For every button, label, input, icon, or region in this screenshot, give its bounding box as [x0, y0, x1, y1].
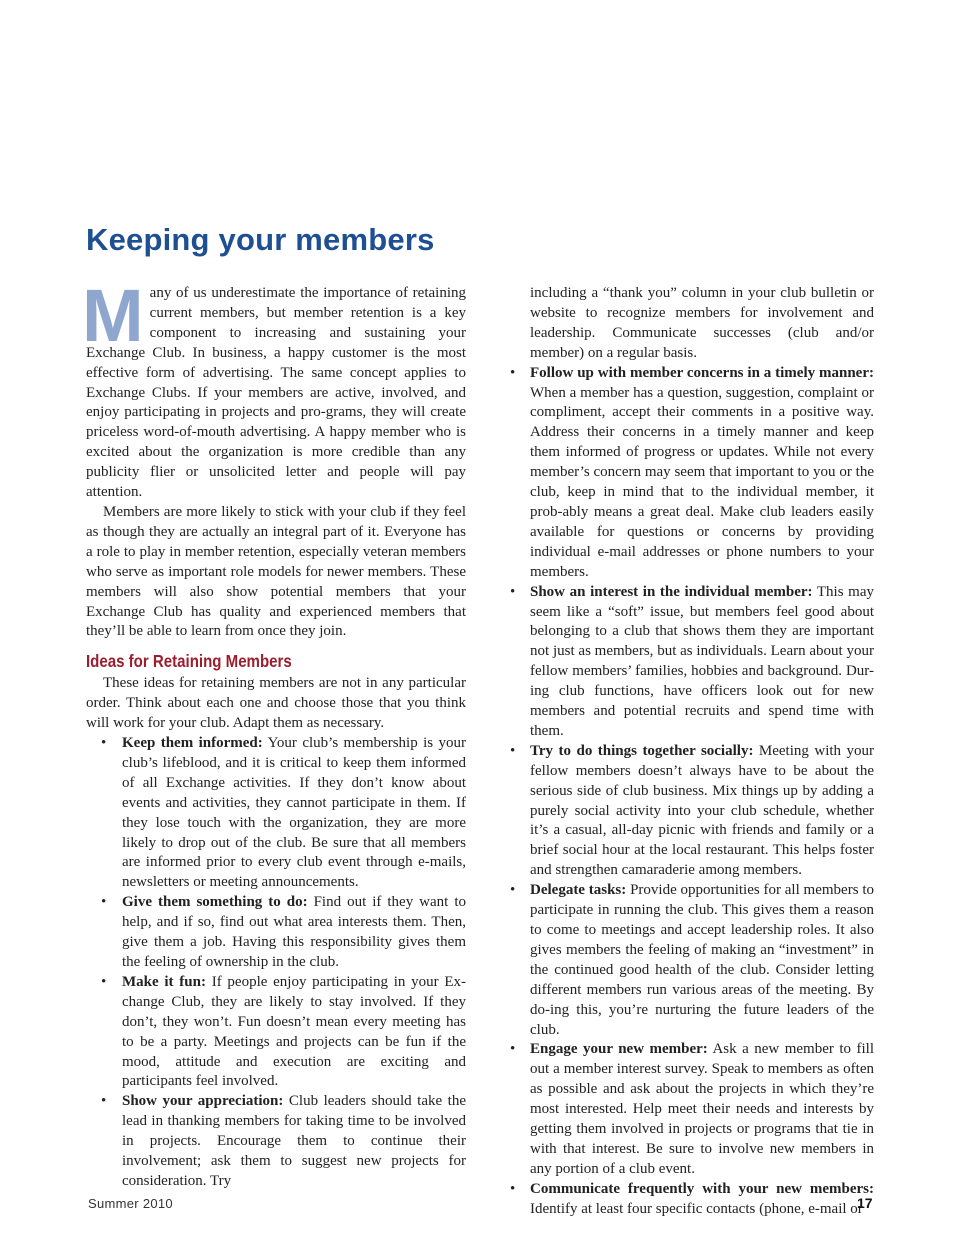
bullet-text: Club leaders should take the lead in thanking members for taking time to be involved in projects. Encourage them to continue their involvement; ask them to suggest new projects for consideration. Try: [122, 1093, 466, 1189]
list-item: [508, 1040, 874, 1179]
list-item: [86, 1092, 466, 1192]
issue-date: Summer 2010: [88, 1196, 173, 1211]
intro-text: any of us underestimate the importance of retaining current members, but member retention is a key component to increasing and sustaining your Exchange Club. In business, a happy customer is the most effective form of advertising. The same concept applies to Exchange Clubs. If your members are active, involved, and enjoy participating in projects and pro-grams, they will create priceless word-of-mouth advertising. A happy member who is excited about the organization is more credible than any publicity flier or unsolicited letter and people will pay attention.: [86, 285, 466, 501]
bullet-text: Your club’s membership is your club’s lifeblood, and it is critical to keep them informed of all Exchange activities. If they don’t know about events and activities, they cannot participate in them. If they lose touch with the organization, they are more likely to drop out of the club. Be sure that all members are informed prior to every club event through e-mails, newsletters or meeting announcements.: [122, 735, 467, 891]
list-item: [508, 1180, 874, 1220]
bullet-text: If people enjoy participating in your Ex-change Club, they are likely to stay involved. If they don’t, they won’t. Fun doesn’t mean every meeting has to be a party. Meetings and projects can be fun if the mood, attitude and execution are exciting and participants feel involved.: [122, 973, 466, 1090]
bullet-text: When a member has a question, suggestion, complaint or compliment, accept their comments in a positive way. Address their concerns in a timely manner and keep them informed of progress or updates. While not every member’s concern may seem that important to you or the club, keep in mind that to the individual member, it prob-ably means a great deal. Make club leaders easily available for questions or concerns by providing individual e-mail addresses or phone numbers to your members.: [530, 384, 874, 580]
bullet-lead: Engage your new member:: [530, 1041, 708, 1058]
list-item: [86, 973, 466, 1092]
bullet-lead: Try to do things together socially:: [530, 742, 754, 759]
bullet-text: Find out if they want to help, and if so, find out what area interests them. Then, give them a job. Having this responsibility gives them the feeling of ownership in the club.: [122, 894, 466, 970]
right-column: [508, 284, 874, 1220]
bullet-text: Meeting with your fellow members doesn’t always have to be about the serious side of club business. Mix things up by adding a purely social activity into your club schedule, whether it’s a casual, all-day picnic with friends and family or a brief social hour at the local restaurant. This helps foster and strengthen camaraderie among members.: [530, 742, 874, 879]
retention-paragraph: Members are more likely to stick with your club if they feel as though they are actually an integral part of it. Everyone has a role to play in member retention, especially veteran members who serve as important role models for newer members. These members will also show potential members that your Exchange Club has quality and experienced members that they’ll be able to learn from once they join.: [86, 503, 466, 640]
list-item: [508, 742, 874, 881]
list-item: [86, 893, 466, 973]
intro-paragraph: [82, 274, 466, 503]
right-bullet-list: [508, 364, 874, 1220]
section-heading: Ideas for Retaining Members: [86, 651, 292, 672]
left-bullet-list: [86, 734, 466, 1192]
page-number: 17: [857, 1195, 873, 1211]
bullet-lead: Make it fun:: [122, 973, 206, 990]
list-item: [508, 364, 874, 583]
bullet-lead: Give them something to do:: [122, 894, 308, 911]
list-item: [86, 734, 466, 893]
bullet-text: This may seem like a “soft” issue, but members feel good about belonging to a club that shows them they are important not just as members, but as individuals. Learn about your fellow members’ families, hobbies and background. Dur-ing club functions, have officers look out for new members and potential recruits and spend time with them.: [530, 583, 874, 739]
bullet-lead: Keep them informed:: [122, 735, 263, 752]
bullet-text: Provide opportunities for all members to participate in running the club. This gives them a reason to come to meetings and accept leadership roles. It also gives members the feeling of making an “investment” in the continued good health of the club. Consider letting different members run various areas of the meeting. By do-ing this, you’re nurturing the future leaders of the club.: [530, 882, 874, 1038]
bullet-lead: Follow up with member concerns in a timely manner:: [530, 364, 874, 381]
bullet-lead: Delegate tasks:: [530, 882, 627, 899]
ideas-intro: These ideas for retaining members are not in any particular order. Think about each one and choose those that you think will work for your club. Adapt them as necessary.: [86, 675, 466, 732]
article-title: Keeping your members: [86, 222, 435, 257]
bullet-text: Ask a new member to fill out a member interest survey. Speak to members as often as possible and ask about the projects in which they’re most interested. Help meet their needs and interests by getting them involved in projects or programs that tie in with that interest. Be sure to involve new members in any portion of a club event.: [530, 1041, 874, 1177]
list-item: [508, 881, 874, 1040]
bullet-lead: Communicate frequently with your new members:: [530, 1180, 874, 1197]
continued-text: including a “thank you” column in your club bulletin or website to recognize members for involvement and leadership. Communicate successes (club and/or member) on a regular basis.: [530, 285, 874, 361]
list-item: [508, 583, 874, 742]
bullet-lead: Show your appreciation:: [122, 1093, 284, 1110]
left-column: [82, 274, 467, 1192]
bullet-text: Identify at least four specific contacts (phone, e-mail or: [530, 1200, 863, 1217]
drop-cap: M: [82, 274, 144, 357]
bullet-lead: Show an interest in the individual member:: [530, 583, 813, 600]
